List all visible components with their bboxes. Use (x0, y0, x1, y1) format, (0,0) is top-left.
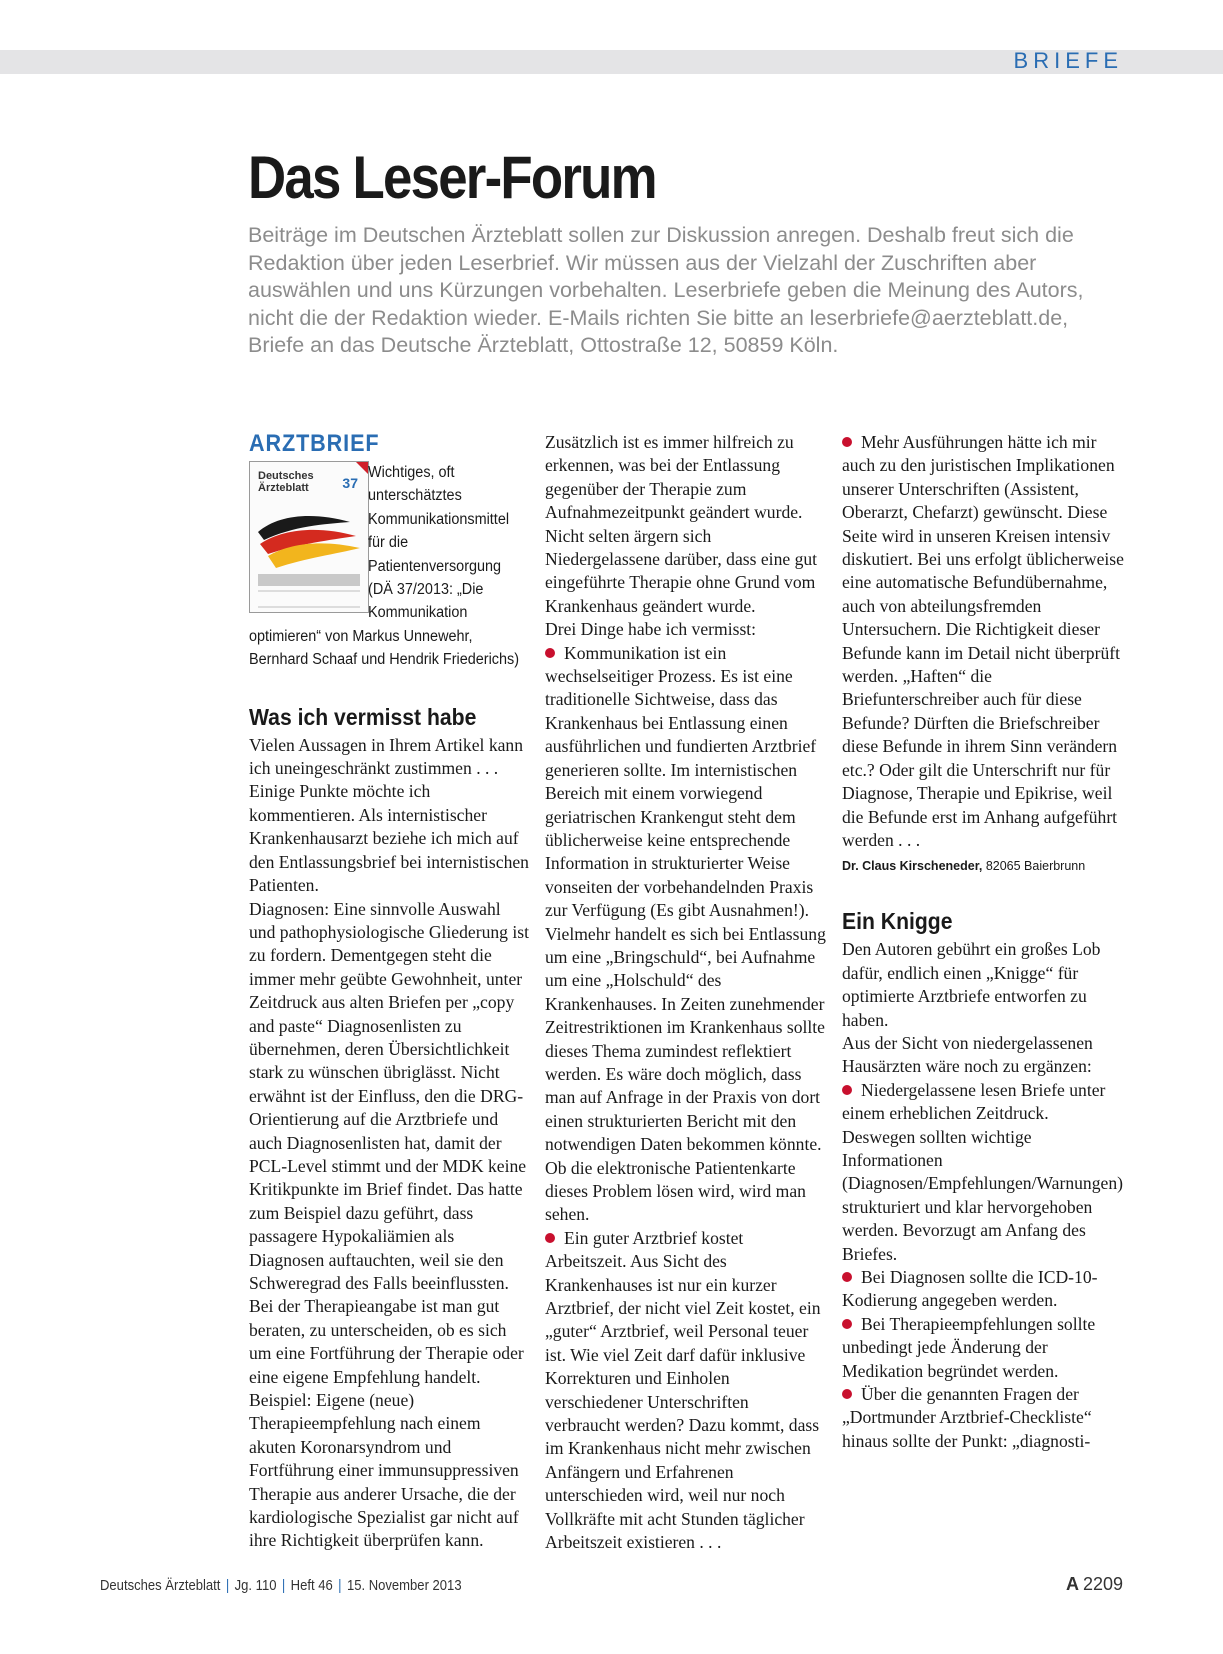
page-number: A 2209 (1065, 1574, 1123, 1594)
bullet-item: Bei Diagnosen sollte die ICD-10-Kodierung angegeben werden. (842, 1267, 1098, 1311)
bullet-item: Bei Therapieempfehlungen sollte unbedingt jede Änderung der Medikation begründet werden. (842, 1313, 1096, 1381)
author-location: 82065 Baierbrunn (982, 859, 1086, 874)
letter-heading: Ein Knigge (842, 908, 953, 935)
bullet-icon (545, 648, 555, 658)
topic-label: ARZTBRIEF (249, 430, 380, 457)
letter-heading: Was ich vermisst habe (249, 703, 477, 730)
paragraph: Diagnosen: Eine sinnvolle Auswahl und pathophysiologische Gliederung ist zu fordern. Dementgegen steht die immer mehr geübte Gewohnheit, unter Zeitdruck aus alten Briefen per „copy and paste“ Diagnosenlisten zu übernehmen, deren Übersichtlichkeit stark zu wünschen übriglässt. Nicht erwähnt ist der Einfluss, den die DRG-Orientierung auf die Arztbriefe und auch Diagnosenlisten hat, damit der PCL-Level stimmt und der MDK keine Kritikpunkte im Brief findet. Das hatte zum Beispiel dazu geführt, dass passagere Hypokaliämien als Diagnosen auftauchten, weil sie den Schweregrad des Falls beeinflussten. (249, 898, 529, 1293)
bullet-icon (842, 1085, 852, 1095)
reference-box (249, 461, 531, 672)
paragraph: Zusätzlich ist es immer hilfreich zu erkennen, was bei der Entlassung gegenüber der Therapie zum Aufnahmezeitpunkt geändert wurde. Nicht selten ärgern sich Niedergelassene darüber, dass eine gut eingeführte Therapie ohne Grund vom Krankenhaus geändert wurde. (545, 432, 818, 616)
page-title: Das Leser-Forum (248, 144, 656, 211)
footer-issue: Heft 46 (290, 1578, 333, 1594)
footer-separator: | (338, 1578, 342, 1594)
footer-date: 15. November 2013 (346, 1578, 462, 1594)
footer-separator: | (225, 1578, 230, 1594)
footer-journal: Deutsches Ärzteblatt (100, 1578, 221, 1594)
column-3 (842, 431, 1124, 1453)
bullet-item: Über die genannten Fragen der „Dortmunder Arztbrief-Checkliste“ hinaus sollte der Punkt: „diagnosti- (842, 1384, 1092, 1451)
column-2 (545, 431, 827, 1553)
footer-citation (100, 1578, 462, 1594)
column-1 (249, 430, 531, 1551)
intro-text: Beiträge im Deutschen Ärzteblatt sollen zur Diskussion anregen. Deshalb freut sich die Redaktion über jeden Leserbrief. Wir müssen aus der Vielzahl der Zuschriften aber auswählen und uns Kürzungen vorbehalten. Leserbriefe geben die Meinung des Autors, nicht die der Redaktion wieder. E-Mails richten Sie bitte an leserbriefe@aerzteblatt.de, Briefe an das Deutsche Ärzteblatt, Ottostraße 12, 50859 Köln. (248, 223, 1084, 357)
bullet-item: Kommunikation ist ein wechselseitiger Prozess. Es ist eine traditionelle Sichtweise, dass das Krankenhaus bei Entlassung einen ausführlichen und fundierten Arztbrief generieren sollte. Im internistischen Bereich mit einem vorwiegend geriatrischen Krankengut steht dem üblicherweise keine entsprechende Information in strukturierter Weise vonseiten der vorbehandelnden Praxis zur Verfügung (Es gibt Ausnahmen!). Vielmehr handelt es sich bei Entlassung um eine „Bringschuld“, bei Aufnahme um eine „Holschuld“ des Krankenhauses. In Zeiten zunehmender Zeitrestriktionen im Krankenhaus sollte dieses Thema zumindest reflektiert werden. Es wäre doch möglich, dass man auf Anfrage in der Praxis von dort einen strukturierten Bericht mit den notwendigen Daten bekommen könnte. Ob die elektronische Patientenkarte dieses Problem lösen wird, wird man sehen. (545, 642, 826, 1225)
reference-text: Wichtiges, oft unterschätztes Kommunikationsmittel für die Patientenversorgung (DÄ 37/2013: „Die Kommunikation optimieren“ von Markus Unnewehr, Bernhard Schaaf und Hendrik Friederichs) (249, 464, 520, 669)
bullet-icon (545, 1233, 555, 1243)
page-prefix: A (1065, 1574, 1079, 1594)
footer-volume: Jg. 110 (234, 1578, 277, 1594)
bullet-icon (842, 1389, 852, 1399)
footer-separator: | (281, 1578, 286, 1594)
bullet-icon (842, 1319, 852, 1329)
paragraph: Vielen Aussagen in Ihrem Artikel kann ich uneingeschränkt zustimmen . . . Einige Punkte möchte ich kommentieren. Als internistischer Krankenhausarzt beziehe ich mich auf den Entlassungsbrief bei internistischen Patienten. (249, 734, 529, 896)
cover-issue-number: 37 (342, 475, 358, 491)
bullet-icon (842, 1272, 852, 1282)
cover-title: Deutsches Ärzteblatt (258, 470, 314, 494)
section-label: BRIEFE (1013, 48, 1123, 73)
paragraph: Aus der Sicht von niedergelassenen Hausärzten wäre noch zu ergänzen: (842, 1032, 1093, 1077)
paragraph: Drei Dinge habe ich vermisst: (545, 619, 757, 640)
paragraph: Den Autoren gebührt ein großes Lob dafür, endlich einen „Knigge“ für optimierte Arztbriefe entworfen zu haben. (842, 939, 1101, 1030)
bullet-icon (842, 437, 852, 447)
author-name: Dr. Claus Kirscheneder, (842, 859, 983, 874)
bullet-item: Mehr Ausführungen hätte ich mir auch zu den juristischen Implikationen unserer Unterschriften (Assistent, Oberarzt, Chefarzt) gewünscht. Diese Seite wird in unseren Kreisen intensiv diskutiert. Bei uns erfolgt üblicherweise eine automatische Befundübernahme, auch von abteilungsfremden Untersuchern. Die Richtigkeit dieser Befunde kann im Detail nicht überprüft werden. „Haften“ die Briefunterschreiber auch für diese Befunde? Dürften die Briefschreiber diese Befunde in ihrem Sinn verändern etc.? Oder gilt die Unterschrift nur für Diagnose, Therapie und Epikrise, weil die Befunde erst im Anhang aufgeführt werden . . . (842, 432, 1124, 850)
bullet-item: Ein guter Arztbrief kostet Arbeitszeit. Aus Sicht des Krankenhauses ist nur ein kurzer Arztbrief, der nicht viel Zeit kostet, ein „guter“ Arztbrief, weil Personal teuer ist. Wie viel Zeit darf dafür inklusive Korrekturen und Einholen verschiedener Unterschriften verbraucht werden? Dazu kommt, dass im Krankenhaus nicht mehr zwischen Anfängern und Erfahrenen unterschieden wird, weil nur noch Vollkräfte mit acht Stunden täglicher Arbeitszeit existieren . . . (545, 1227, 821, 1553)
bullet-item: Niedergelassene lesen Briefe unter einem erheblichen Zeitdruck. Deswegen sollten wichtige Informationen (Diagnosen/Empfehlungen/Warnungen) strukturiert und klar hervorgehoben werden. Bevorzugt am Anfang des Briefes. (842, 1079, 1123, 1264)
letter-signature (842, 856, 1124, 876)
paragraph: Bei der Therapieangabe ist man gut beraten, zu unterscheiden, ob es sich um eine Fortführung der Therapie oder eine eigene Empfehlung handelt. Beispiel: Eigene (neue) Therapieempfehlung nach einem akuten Koronarsyndrom und Fortführung einer immunsuppressiven Therapie aus anderer Ursache, die der kardiologische Spezialist gar nicht auf ihre Richtigkeit überprüfen kann. (249, 1296, 524, 1551)
